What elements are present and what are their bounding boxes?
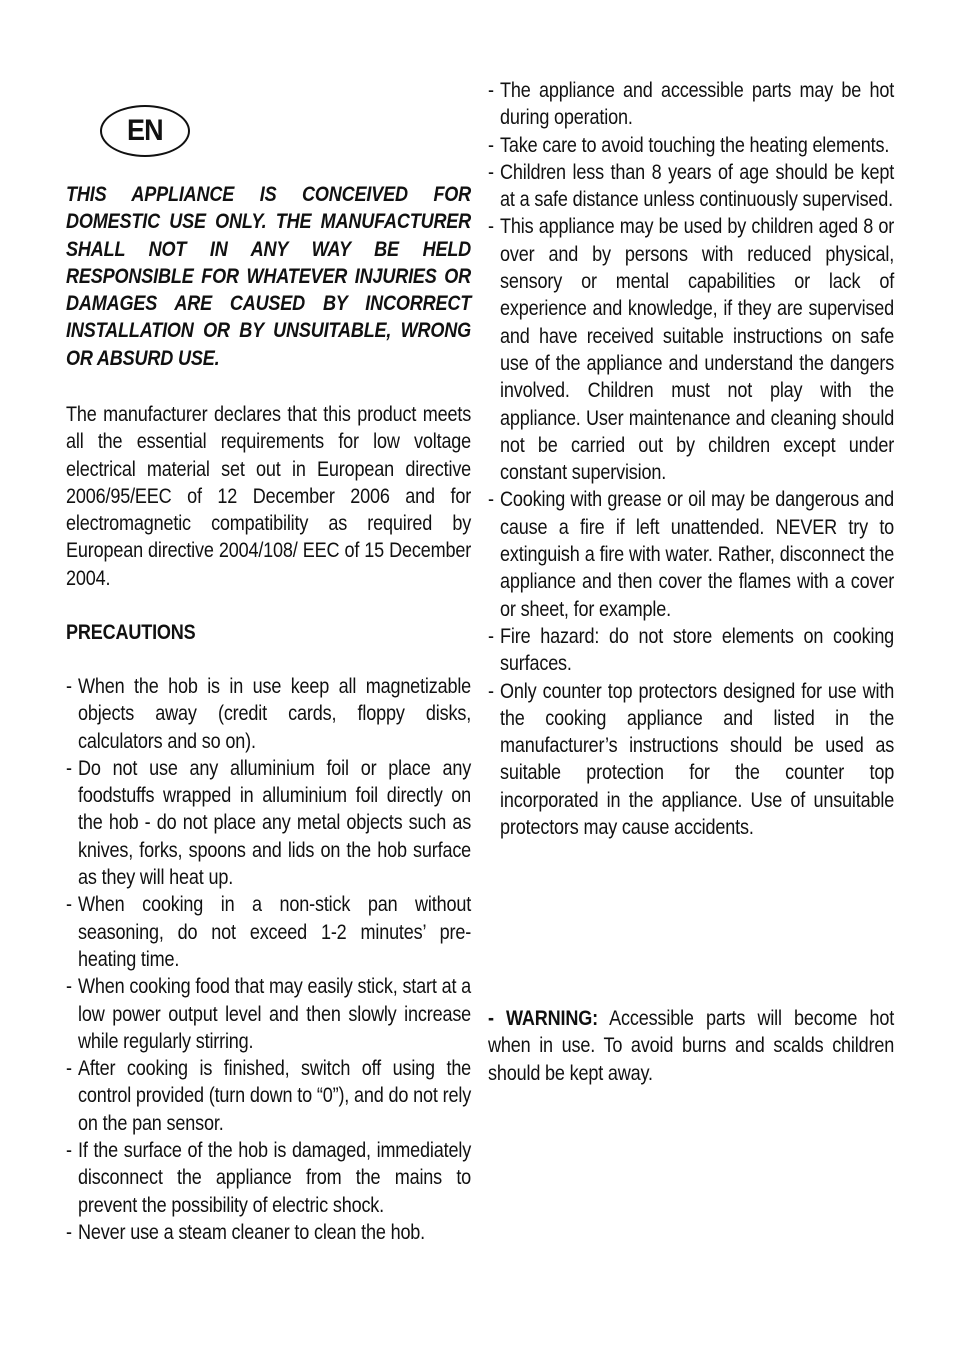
declaration-text: The manufacturer declares that this product meets all the essential requirements for low voltage electrical material set out in European directive 2006/95/EEC of 12 December 2006 and for electromagnetic compatibility as required by European directive 2004/108/ EEC of 15 December 2004. [66,403,472,590]
list-item: - Never use a steam cleaner to clean the hob. [66,1219,471,1246]
precautions-heading: PRECAUTIONS [66,621,196,644]
warning-text: Accessible parts will become hot when in use. To avoid burns and scalds children should be kept away. [488,1007,895,1085]
disclaimer-text: THIS APPLIANCE IS CONCEIVED FOR DOMESTIC USE ONLY. THE MANUFACTURER SHALL NOT IN ANY WAY BE HELD RESPONSIBLE FOR WHATEVER INJURIES OR DAMAGES ARE CAUSED BY INCORRECT INSTALLATION OR BY UNSUITABLE, WRONG OR ABSURD USE. [66,183,472,370]
list-item: - When cooking in a non-stick pan without seasoning, do not exceed 1-2 minutes’ pre-heating time. [66,891,471,973]
list-item: - If the surface of the hob is damaged, immediately disconnect the appliance from the mains to prevent the possibility of electric shock. [66,1137,471,1219]
list-item: - Only counter top protectors designed for use with the cooking appliance and listed in the manufacturer’s instructions should be used as suitable protection for the counter top incorporated in the appliance. Use of unsuitable protectors may cause accidents. [488,678,894,842]
list-item: - When cooking food that may easily stick, start at a low power output level and then slowly increase while regularly stirring. [66,973,471,1055]
list-item: - Do not use any alluminium foil or place any foodstuffs wrapped in alluminium foil directly on the hob - do not place any metal objects such as knives, forks, spoons and lids on the hob surface as they will heat up. [66,755,471,891]
precautions-list-right [488,77,894,841]
warning-label: - WARNING: [488,1007,598,1030]
language-badge-label: EN [127,114,163,147]
list-item: - Children less than 8 years of age should be kept at a safe distance unless continuously supervised. [488,159,894,214]
list-item: - Cooking with grease or oil may be dangerous and cause a fire if left unattended. NEVER try to extinguish a fire with water. Rather, disconnect the appliance and then cover the flames with a cover or sheet, for example. [488,486,894,622]
list-item: - After cooking is finished, switch off using the control provided (turn down to “0”), and do not rely on the pan sensor. [66,1055,471,1137]
list-item: - When the hob is in use keep all magnetizable objects away (credit cards, floppy disks, calculators and so on). [66,673,471,755]
precautions-list-left [66,673,471,1246]
list-item: - The appliance and accessible parts may be hot during operation. [488,77,894,132]
list-item: - Fire hazard: do not store elements on cooking surfaces. [488,623,894,678]
list-item: - This appliance may be used by children aged 8 or over and by persons with reduced physical, sensory or mental capabilities or lack of experience and knowledge, if they are supervised and have received suitable instructions on safe use of the appliance and understand the dangers involved. Children must not play with the appliance. User maintenance and cleaning should not be carried out by children except under constant supervision. [488,213,894,486]
list-item: - Take care to avoid touching the heating elements. [488,132,894,159]
language-badge [100,105,190,157]
warning-paragraph [488,1005,894,1087]
